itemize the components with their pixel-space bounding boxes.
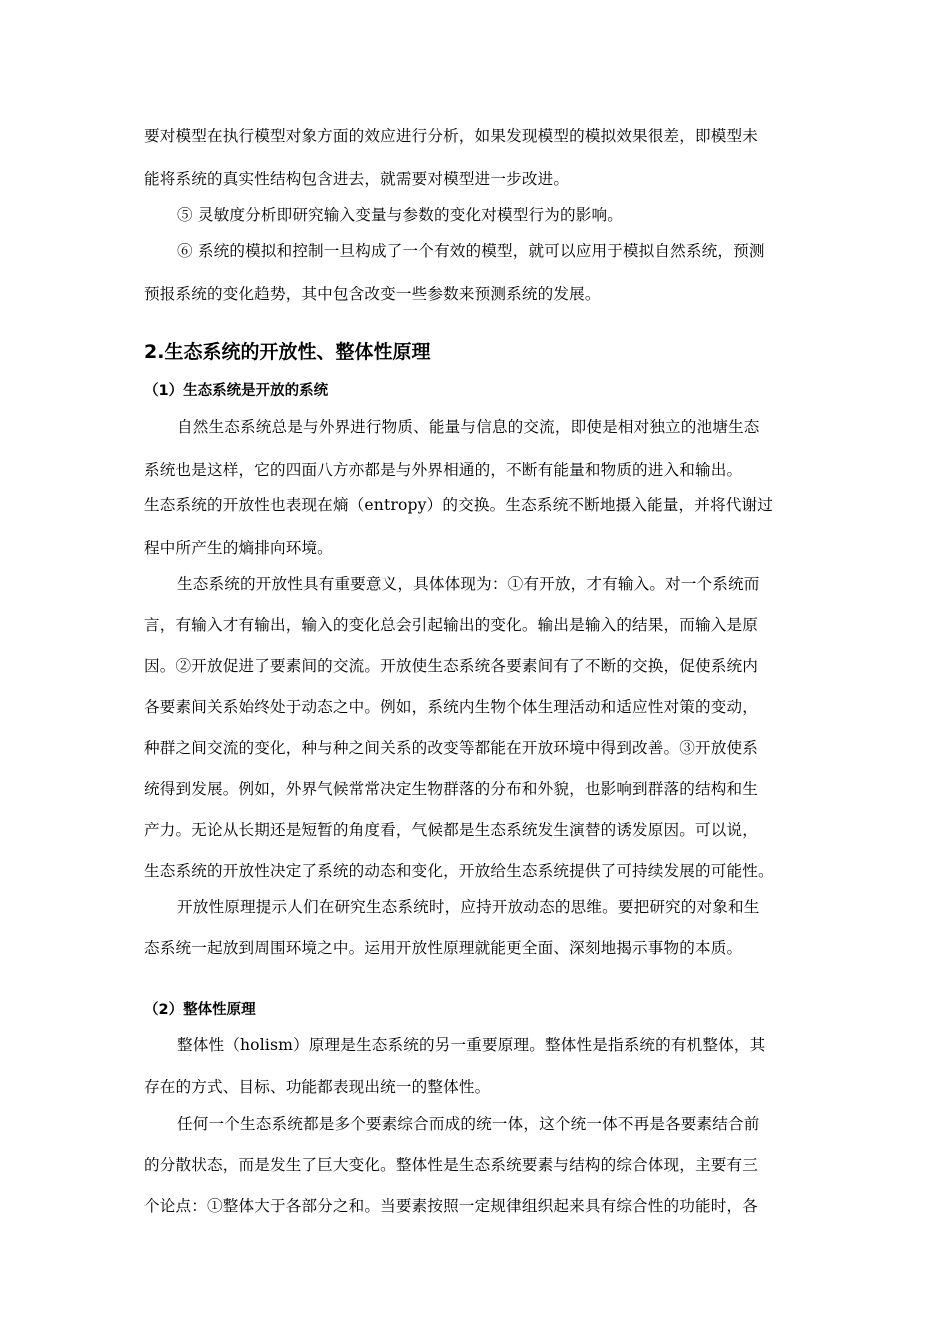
body-text-line: 的分散状态，而是发生了巨大变化。整体性是生态系统要素与结构的综合体现，主要有三 (144, 1156, 759, 1174)
body-text-line: 统得到发展。例如，外界气候常常决定生物群落的分布和外貌，也影响到群落的结构和生 (144, 780, 759, 798)
subsection-heading-2: （2）整体性原理 (144, 1002, 256, 1018)
body-text-line: 要对模型在执行模型对象方面的效应进行分析，如果发现模型的模拟效果很差，即模型未 (144, 127, 759, 145)
body-text-line: 能将系统的真实性结构包含进去，就需要对模型进一步改进。 (144, 170, 570, 188)
body-text-line: 程中所产生的熵排向环境。 (144, 539, 333, 557)
body-text-line: 存在的方式、目标、功能都表现出统一的整体性。 (144, 1078, 491, 1096)
body-text-line: 态系统一起放到周围环境之中。运用开放性原理就能更全面、深刻地揭示事物的本质。 (144, 939, 743, 957)
list-item-6-line: ⑥ 系统的模拟和控制一旦构成了一个有效的模型，就可以应用于模拟自然系统，预测 (177, 242, 765, 260)
body-text-line: 生态系统的开放性决定了系统的动态和变化，开放给生态系统提供了可持续发展的可能性。 (144, 862, 774, 880)
body-text-line: 言，有输入才有输出，输入的变化总会引起输出的变化。输出是输入的结果，而输入是原 (144, 616, 759, 634)
body-text-line: 自然生态系统总是与外界进行物质、能量与信息的交流，即使是相对独立的池塘生态 (177, 418, 760, 436)
body-text-line: 系统也是这样，它的四面八方亦都是与外界相通的，不断有能量和物质的进入和输出。 (144, 461, 743, 479)
body-text-line: 生态系统的开放性具有重要意义，具体体现为：①有开放，才有输入。对一个系统而 (177, 575, 760, 593)
body-text-line: 生态系统的开放性也表现在熵（entropy）的交换。生态系统不断地摄入能量，并将代谢过 (144, 496, 773, 514)
body-text-line: 整体性（holism）原理是生态系统的另一重要原理。整体性是指系统的有机整体，其 (177, 1036, 766, 1054)
subsection-heading-1: （1）生态系统是开放的系统 (144, 383, 329, 399)
body-text-line: 因。②开放促进了要素间的交流。开放使生态系统各要素间有了不断的交换，促使系统内 (144, 657, 759, 675)
body-text-line: 开放性原理提示人们在研究生态系统时，应持开放动态的思维。要把研究的对象和生 (177, 898, 760, 916)
body-text-line: 产力。无论从长期还是短暂的角度看，气候都是生态系统发生演替的诱发原因。可以说， (144, 821, 759, 839)
body-text-line: 种群之间交流的变化，种与种之间关系的改变等都能在开放环境中得到改善。③开放使系 (144, 739, 759, 757)
list-item-6-line: 预报系统的变化趋势，其中包含改变一些参数来预测系统的发展。 (144, 285, 601, 303)
body-text-line: 各要素间关系始终处于动态之中。例如，系统内生物个体生理活动和适应性对策的变动， (144, 698, 759, 716)
list-item-5: ⑤ 灵敏度分析即研究输入变量与参数的变化对模型行为的影响。 (177, 206, 623, 224)
body-text-line: 任何一个生态系统都是多个要素综合而成的统一体，这个统一体不再是各要素结合前 (177, 1115, 760, 1133)
section-heading: 2.生态系统的开放性、整体性原理 (144, 341, 431, 363)
body-text-line: 个论点：①整体大于各部分之和。当要素按照一定规律组织起来具有综合性的功能时，各 (144, 1197, 759, 1215)
